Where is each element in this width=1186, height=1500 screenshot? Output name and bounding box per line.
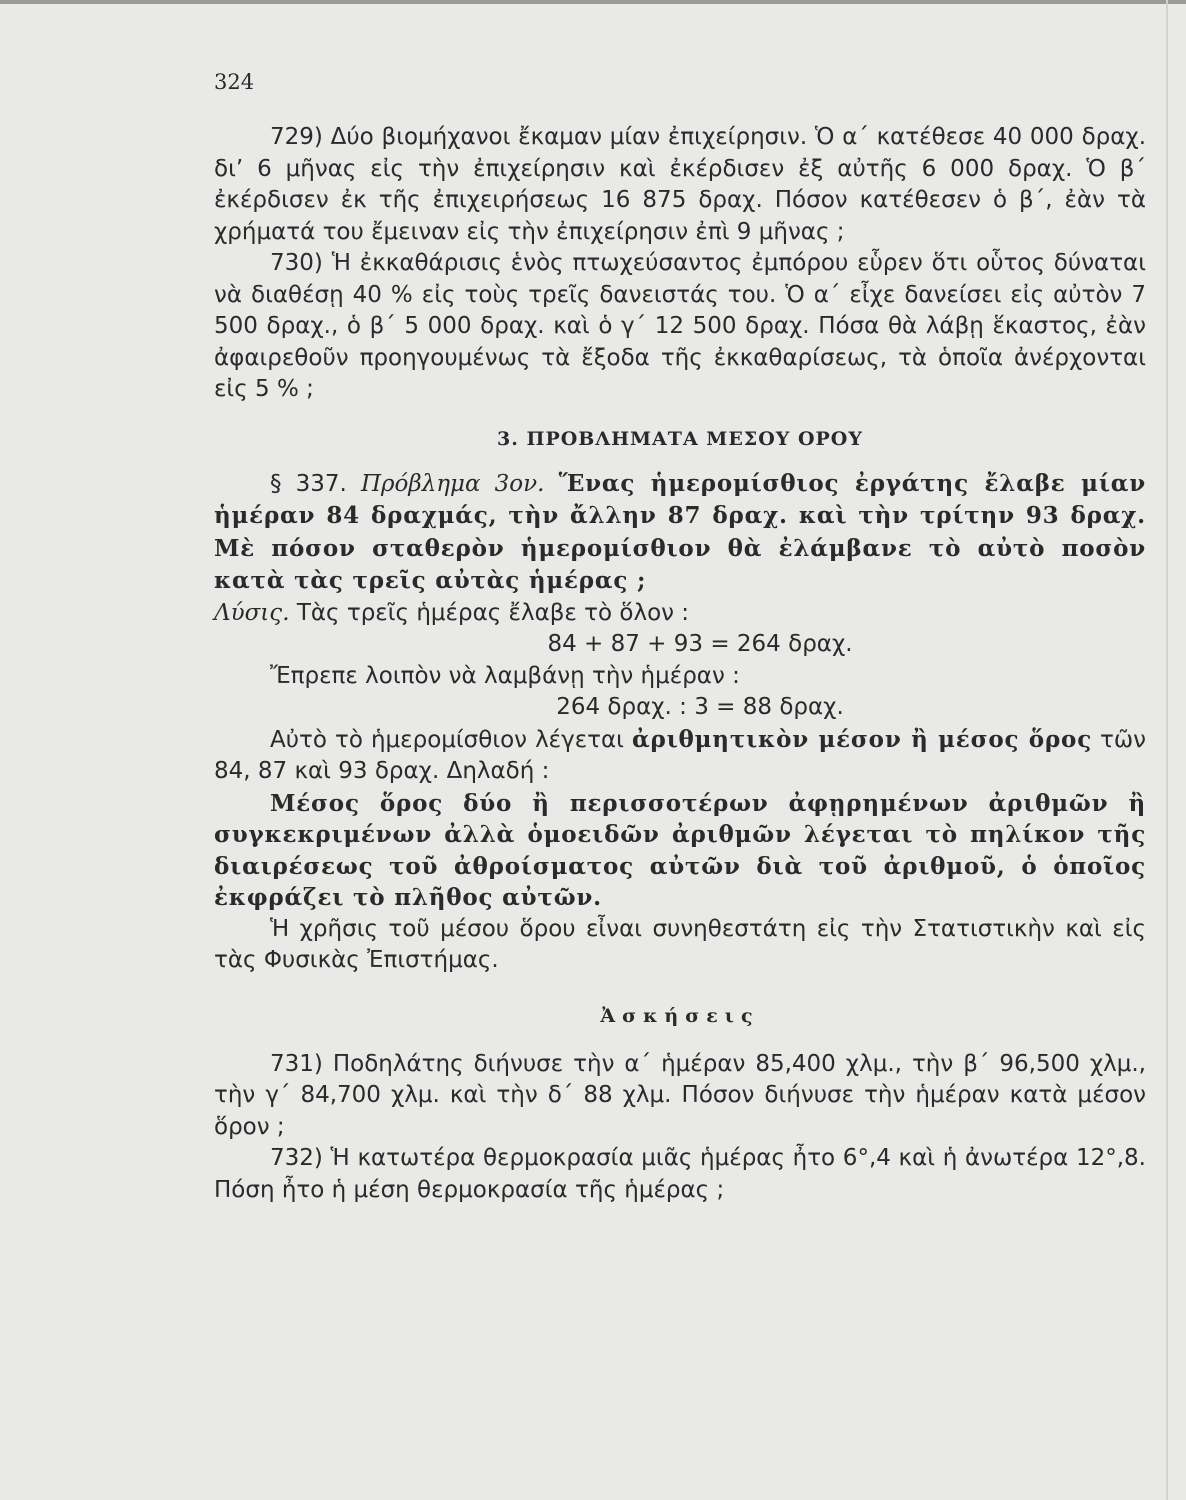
scan-top-edge (0, 0, 1186, 4)
sum-equation: 84 + 87 + 93 = 264 δραχ. (547, 631, 853, 657)
daily-wage-line: Ἔπρεπε λοιπὸν νὰ λαμβάνῃ τὴν ἡμέραν : (270, 662, 740, 689)
problem-text: Ἕνας ἡμερομίσθιος ἐργάτης ἔλαβε μίαν ἡμέραν 84 δραχμάς, τὴν ἄλλην 87 δραχ. καὶ τὴν τρίτην 93 δραχ. Μὲ πόσον σταθερὸν ἡμερομίσθιον θὰ ἐλάμβανε τὸ αὐτὸ ποσὸν κατὰ τὰς τρεῖς αὐτὰς ἡμέρας ; (214, 469, 1147, 594)
mean-intro-text-2: τῶν 84, 87 καὶ 93 δραχ. Δηλαδή : (214, 726, 1147, 784)
mean-intro (214, 724, 1146, 788)
solution-text: Τὰς τρεῖς ἡμέρας ἔλαβε τὸ ὅλον : (296, 599, 690, 626)
scan-right-edge (1166, 0, 1168, 1500)
exercise-731: 731) Ποδηλάτης διήνυσε τὴν α΄ ἡμέραν 85,400 χλμ., τὴν β΄ 96,500 χλμ., τὴν γ΄ 84,700 χλμ. καὶ τὴν δ΄ 88 χλμ. Πόσον διήνυσε τὴν ἡμέραν κατὰ μέσον ὅρον ; (214, 1050, 1146, 1140)
exercise-732: 732) Ἡ κατωτέρα θερμοκρασία μιᾶς ἡμέρας ἦτο 6°,4 καὶ ἡ ἀνωτέρα 12°,8. Πόση ἦτο ἡ μέση θερμοκρασία τῆς ἡμέρας ; (214, 1145, 1146, 1203)
usage-note: Ἡ χρῆσις τοῦ μέσου ὅρου εἶναι συνηθεστάτη εἰς τὴν Στατιστικὴν καὶ εἰς τὰς Φυσικὰς Ἐπιστήμας. (214, 915, 1146, 973)
mean-definition: Μέσος ὅρος δύο ἢ περισσοτέρων ἀφῃρημένων ἀριθμῶν ἢ συγκεκριμένων ἀλλὰ ὁμοειδῶν ἀριθμῶν λέγεται τὸ πηλίκον τῆς διαιρέσεως τοῦ ἀθροίσματος αὐτῶν διὰ τοῦ ἀριθμοῦ, ὁ ὁποῖος ἐκφράζει τὸ πλῆθος αὐτῶν. (214, 789, 1146, 911)
exercise-729: 729) Δύο βιομήχανοι ἔκαμαν μίαν ἐπιχείρησιν. Ὁ α΄ κατέθεσε 40 000 δραχ. δι’ 6 μῆνας εἰς τὴν ἐπιχείρησιν καὶ ἐκέρδισεν ἐξ αὐτῆς 6 000 δραχ. Ὁ β΄ ἐκέρδισεν ἐκ τῆς ἐπιχειρήσεως 16 875 δραχ. Πόσον κατέθεσεν ὁ β΄, ἐὰν τὰ χρήματά του ἔμειναν εἰς τὴν ἐπιχείρησιν ἐπὶ 9 μῆνας ; (214, 124, 1146, 245)
solution-label: Λύσις. (214, 599, 290, 626)
page-body (214, 122, 1146, 1206)
section-heading: 3. ΠΡΟΒΛΗΜΑΤΑ ΜΕΣΟΥ ΟΡΟΥ (497, 427, 863, 450)
division-equation: 264 δραχ. : 3 = 88 δραχ. (556, 694, 844, 720)
exercises-heading: Ἀσκήσεις (600, 1004, 760, 1027)
mean-term: ἀριθμητικὸν μέσον ἢ μέσος ὅρος (632, 725, 1092, 753)
section-number: § 337. (270, 470, 347, 497)
mean-intro-text: Αὐτὸ τὸ ἡμερομίσθιον λέγεται (270, 726, 624, 753)
problem-paragraph (214, 468, 1146, 598)
solution-line (214, 598, 1146, 630)
page-number: 324 (214, 70, 255, 94)
problem-label: Πρόβλημα 3ον. (360, 470, 545, 497)
exercise-730: 730) Ἡ ἐκκαθάρισις ἑνὸς πτωχεύσαντος ἐμπόρου εὗρεν ὅτι οὗτος δύναται νὰ διαθέσῃ 40 % εἰς τοὺς τρεῖς δανειστάς του. Ὁ α΄ εἶχε δανείσει εἰς αὐτὸν 7 500 δραχ., ὁ β΄ 5 000 δραχ. καὶ ὁ γ΄ 12 500 δραχ. Πόσα θὰ λάβῃ ἕκαστος, ἐὰν ἀφαιρεθοῦν προηγουμένως τὰ ἔξοδα τῆς ἐκκαθαρίσεως, τὰ ὁποῖα ἀνέρχονται εἰς 5 % ; (214, 250, 1146, 402)
